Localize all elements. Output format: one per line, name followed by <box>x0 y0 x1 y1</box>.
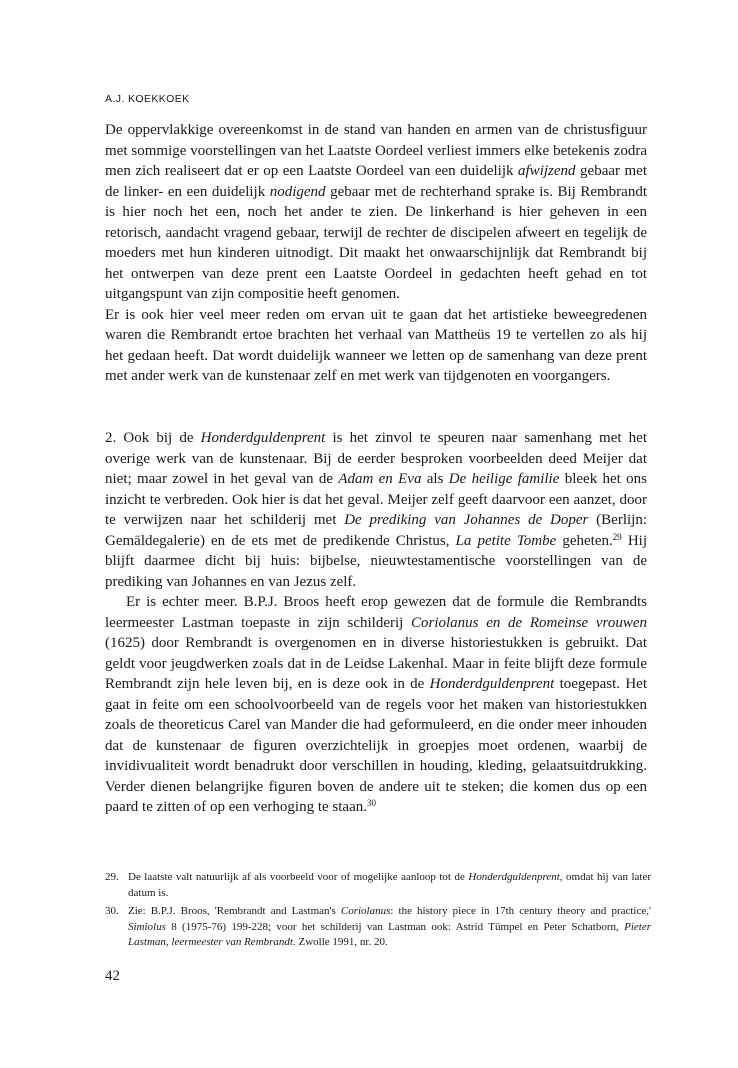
paragraph-1: De oppervlakkige overeenkomst in de stand van handen en armen van de christusfiguur met sommige voorstellingen van het Laatste Oordeel verliest immers elke betekenis zodra men zich realiseert dat er op een Laatste Oordeel van een duidelijk afwijzend gebaar met de linker- en een duidelijk nodigend gebaar met de rechterhand sprake is. Bij Rembrandt is hier noch het een, noch het ander te zien. De linkerhand is hier geheven in een retorisch, aandacht vragend gebaar, terwijl de rechter de discipelen afweert en tegelijk de moeders met hun kinderen uitnodigt. Dit maakt het onwaarschijnlijk dat Rembrandt bij het ontwerpen van deze prent een Laatste Oordeel in gedachten heeft gehad en tot uitgangspunt van zijn compositie heeft genomen. <box>105 122 647 302</box>
body-text-section-1 <box>105 120 647 387</box>
body-text-section-2 <box>105 428 647 818</box>
paragraph-4: Er is echter meer. B.P.J. Broos heeft erop gewezen dat de formule die Rembrandts leermeester Lastman toepaste in zijn schilderij Coriolanus en de Romeinse vrouwen (1625) door Rembrandt is overgenomen en in diverse historiestukken is gebruikt. Dat geldt voor jeugdwerken zoals dat in de Leidse Lakenhal. Maar in feite blijft deze formule Rembrandt zijn hele leven bij, en is deze ook in de Honderdguldenprent toegepast. Het gaat in feite om een schoolvoorbeeld van de regels voor het maken van historiestukken zoals de theoreticus Carel van Mander die had geformuleerd, en die onder meer inhouden dat de kunstenaar de figuren overzichtelijk in groepjes moet ordenen, waarbij de invidivualiteit wordt benadrukt door verschillen in houding, kleding, gelaatsuitdrukking. Verder dienen belangrijke figuren boven de andere uit te steken; die komen dus op een paard te zitten of op een verhoging te staan.$^{30}$ <box>105 594 647 815</box>
page-number: 42 <box>105 968 120 984</box>
footnote-ref-29[interactable]: 29 <box>612 531 622 542</box>
paragraph-2: Er is ook hier veel meer reden om ervan uit te gaan dat het artistieke beweegredenen waren die Rembrandt ertoe brachten het verhaal van Mattheüs 19 te vertellen zo als hij het gedaan heeft. Dat wordt duidelijk wanneer we letten op de samenhang van deze prent met ander werk van de kunstenaar zelf en met werk van tijdgenoten en voorgangers. <box>105 306 647 384</box>
paragraph-3: 2. Ook bij de Honderdguldenprent is het zinvol te speuren naar samenhang met het overige werk van de kunstenaar. Bij de eerder besproken voorbeelden deed Meijer dat niet; maar zowel in het geval van de Adam en Eva als De heilige familie bleek het ons inzicht te verbreden. Ook hier is dat het geval. Meijer zelf geeft daarvoor een aanzet, door te verwijzen naar het schilderij met De prediking van Johannes de Doper (Berlijn: Gemäldegalerie) en de ets met de predikende Christus, La petite Tombe geheten.$^{29}$ Hij blijft daarmee dicht bij huis: bijbelse, nieuwtestamentische voorstellingen van de prediking van Johannes en van Jezus zelf. <box>105 430 648 590</box>
footnote-number: 30. <box>105 905 119 917</box>
running-head: A.J. KOEKKOEK <box>105 93 190 105</box>
footnotes <box>105 870 651 954</box>
footnote-number: 29. <box>105 871 119 883</box>
footnote-30: 30. Zie: B.P.J. Broos, 'Rembrandt and Lastman's Coriolanus: the history piece in 17th century theory and practice,' Simiolus 8 (1975-76) 199-228; voor het schilderij van Lastman ook: Astrid Tümpel en Peter Schatborn, Pieter Lastman, leermeester van Rembrandt. Zwolle 1991, nr. 20. <box>105 905 651 948</box>
footnote-ref-30[interactable]: 30 <box>366 798 376 808</box>
footnote-29: 29. De laatste valt natuurlijk af als voorbeeld voor of mogelijke aanloop tot de Honderdguldenprent, omdat hij van later datum is. <box>105 871 651 899</box>
